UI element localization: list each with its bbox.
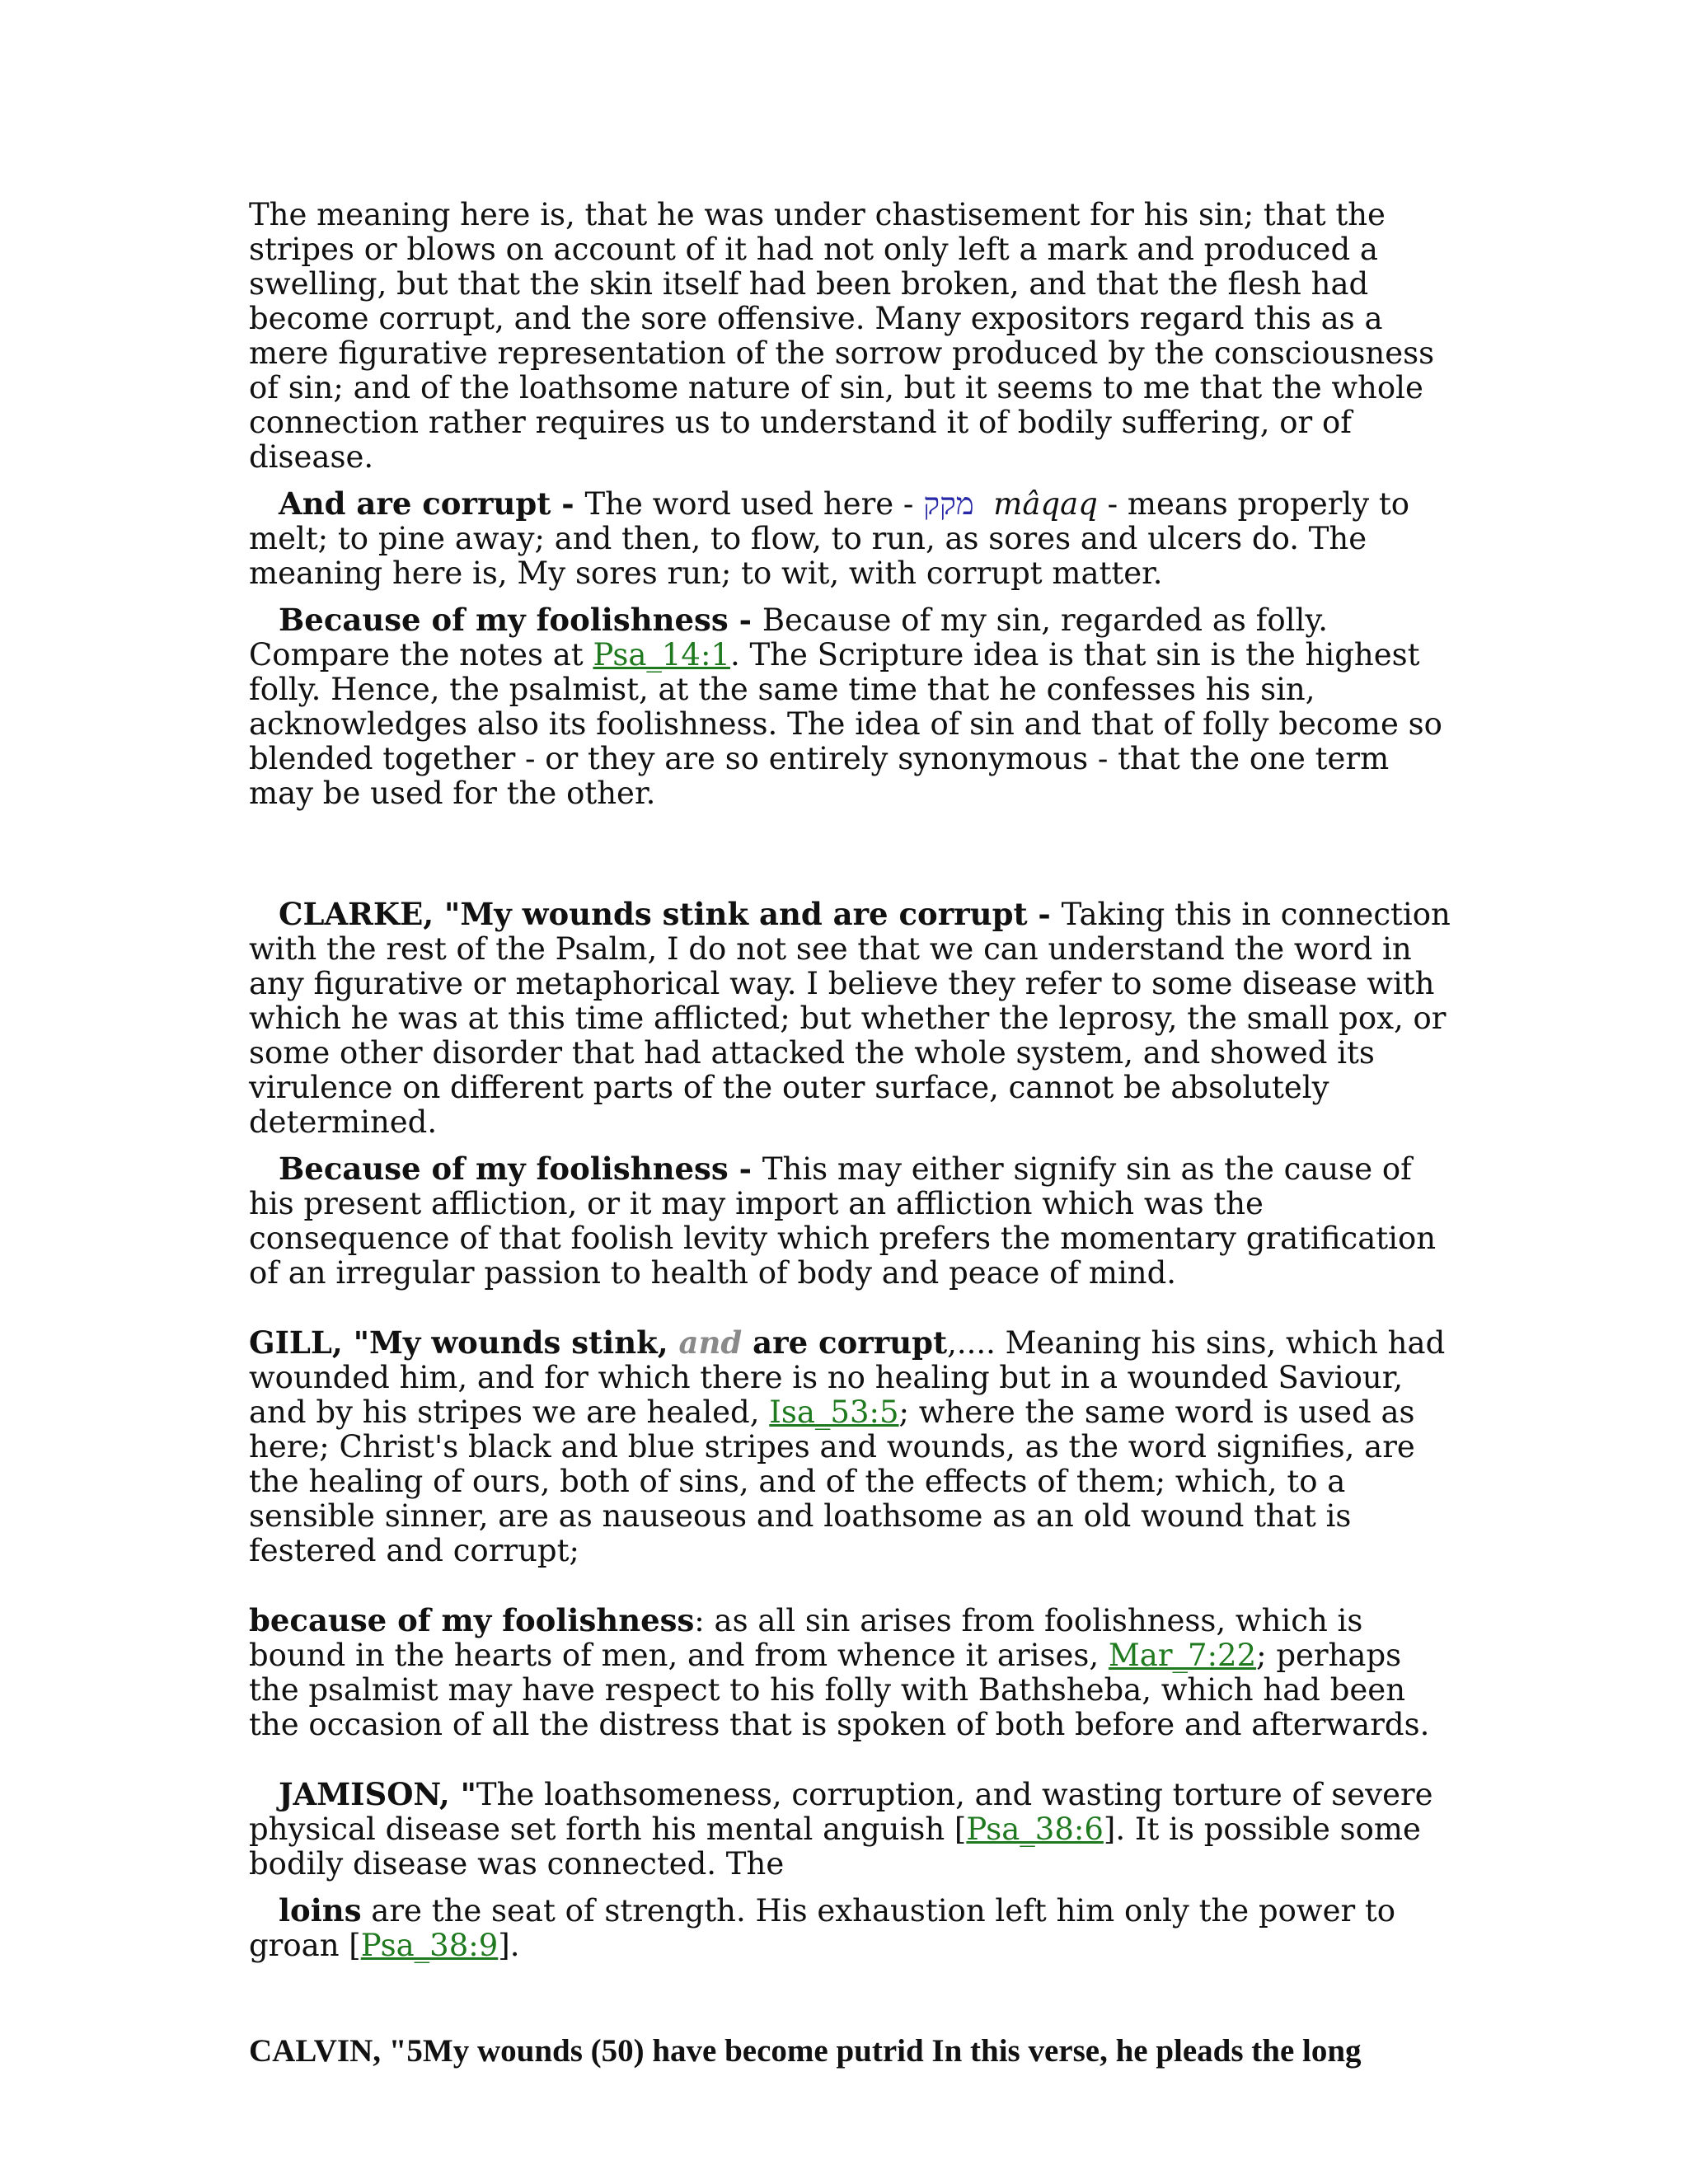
corrupt-text-b: - means properly to melt; to pine away; and then, to flow, to run, as sores and ulcers do. The meaning here is, My sores run; to wit, with corrupt matter. [249, 486, 1410, 591]
psa-38-9-link[interactable]: Psa_38:9 [360, 1928, 499, 1963]
clarke-heading: CLARKE, "My wounds stink and are corrupt - [279, 896, 1062, 932]
clarke-folly-text: This may either signify sin as the cause of his present affliction, or it may import an affliction which was the consequence of that foolish levity which prefers the momentary gratification of an irregular passion to health of body and peace of mind. [249, 1151, 1437, 1291]
jamison-heading: JAMISON, " [279, 1776, 476, 1812]
isa-53-5-link[interactable]: Isa_53:5 [769, 1394, 899, 1430]
barnes-corrupt-paragraph [249, 486, 1452, 591]
gill-paragraph [249, 1325, 1452, 1568]
mar-7-22-link[interactable]: Mar_7:22 [1108, 1638, 1257, 1673]
gill-folly-text-a: : as all sin arises from foolishness, which is bound in the hearts of men, and from whence it arises, [249, 1603, 1363, 1673]
clarke-folly-heading: Because of my foolishness - [279, 1151, 762, 1187]
loins-text-a: are the seat of strength. His exhaustion left him only the power to groan [ [249, 1893, 1396, 1963]
barnes-paragraph [249, 198, 1452, 475]
hebrew-word: מקק [923, 486, 974, 522]
gill-heading-b: are corrupt [742, 1324, 948, 1361]
jamison-paragraph [249, 1777, 1452, 1882]
folly-heading: Because of my foolishness - [279, 602, 762, 638]
jamison-text-a: The loathsomeness, corruption, and wasting torture of severe physical disease set forth his mental anguish [ [249, 1777, 1433, 1847]
gill-text-b: ; where the same word is used as here; Christ's black and blue stripes and wounds, as the word signifies, are the healing of ours, both of sins, and of the effects of them; which, to a sensible sinner, are as nauseous and loathsome as an old wound that is festered and corrupt; [249, 1394, 1415, 1568]
calvin-heading: CALVIN, "5My wounds (50) have become putrid In this verse, he pleads the long [249, 2033, 1362, 2069]
loins-text-b: ]. [498, 1928, 520, 1963]
corrupt-text-a: The word used here - [584, 486, 924, 522]
folly-text-a: Because of my sin, regarded as folly. Compare the notes at [249, 602, 1329, 673]
commentary-page [249, 198, 1452, 2069]
gill-heading-and: and [678, 1324, 743, 1361]
gill-folly-heading: because of my foolishness [249, 1602, 695, 1638]
clarke-folly-paragraph [249, 1151, 1452, 1291]
psa-38-6-link[interactable]: Psa_38:6 [966, 1811, 1104, 1847]
gill-folly-paragraph [249, 1603, 1452, 1742]
gill-heading-a: GILL, "My wounds stink, [249, 1324, 679, 1361]
gill-text-a: ,.... Meaning his sins, which had wounded him, and for which there is no healing but in a wounded Saviour, and by his stripes we are healed, [249, 1325, 1446, 1430]
jamison-text-b: ]. It is possible some bodily disease was connected. The [249, 1811, 1421, 1882]
loins-heading: loins [279, 1892, 362, 1929]
corrupt-heading: And are corrupt - [279, 485, 585, 522]
clarke-paragraph [249, 897, 1452, 1140]
folly-text-b: . The Scripture idea is that sin is the highest folly. Hence, the psalmist, at the same time that he confesses his sin, acknowledges also its foolishness. The idea of sin and that of folly become so blended together - or they are so entirely synonymous - that the one term may be used for the other. [249, 637, 1442, 811]
barnes-text: The meaning here is, that he was under chastisement for his sin; that the stripes or blows on account of it had not only left a mark and produced a swelling, but that the skin itself had been broken, and that the flesh had become corrupt, and the sore offensive. Many expositors regard this as a mere figurative representation of the sorrow produced by the consciousness of sin; and of the loathsome nature of sin, but it seems to me that the whole connection rather requires us to understand it of bodily suffering, or of disease. [249, 197, 1435, 475]
gill-folly-text-b: ; perhaps the psalmist may have respect to his folly with Bathsheba, which had been the occasion of all the distress that is spoken of both before and afterwards. [249, 1638, 1430, 1742]
barnes-folly-paragraph [249, 602, 1452, 811]
transliteration: mâqaq [993, 486, 1098, 522]
jamison-loins-paragraph [249, 1893, 1452, 1963]
clarke-text: Taking this in connection with the rest of the Psalm, I do not see that we can understand the word in any figurative or metaphorical way. I believe they refer to some disease with which he was at this time afflicted; but whether the leprosy, the small pox, or some other disorder that had attacked the whole system, and showed its virulence on different parts of the outer surface, cannot be absolutely determined. [249, 897, 1451, 1140]
psa-14-1-link[interactable]: Psa_14:1 [593, 637, 730, 673]
